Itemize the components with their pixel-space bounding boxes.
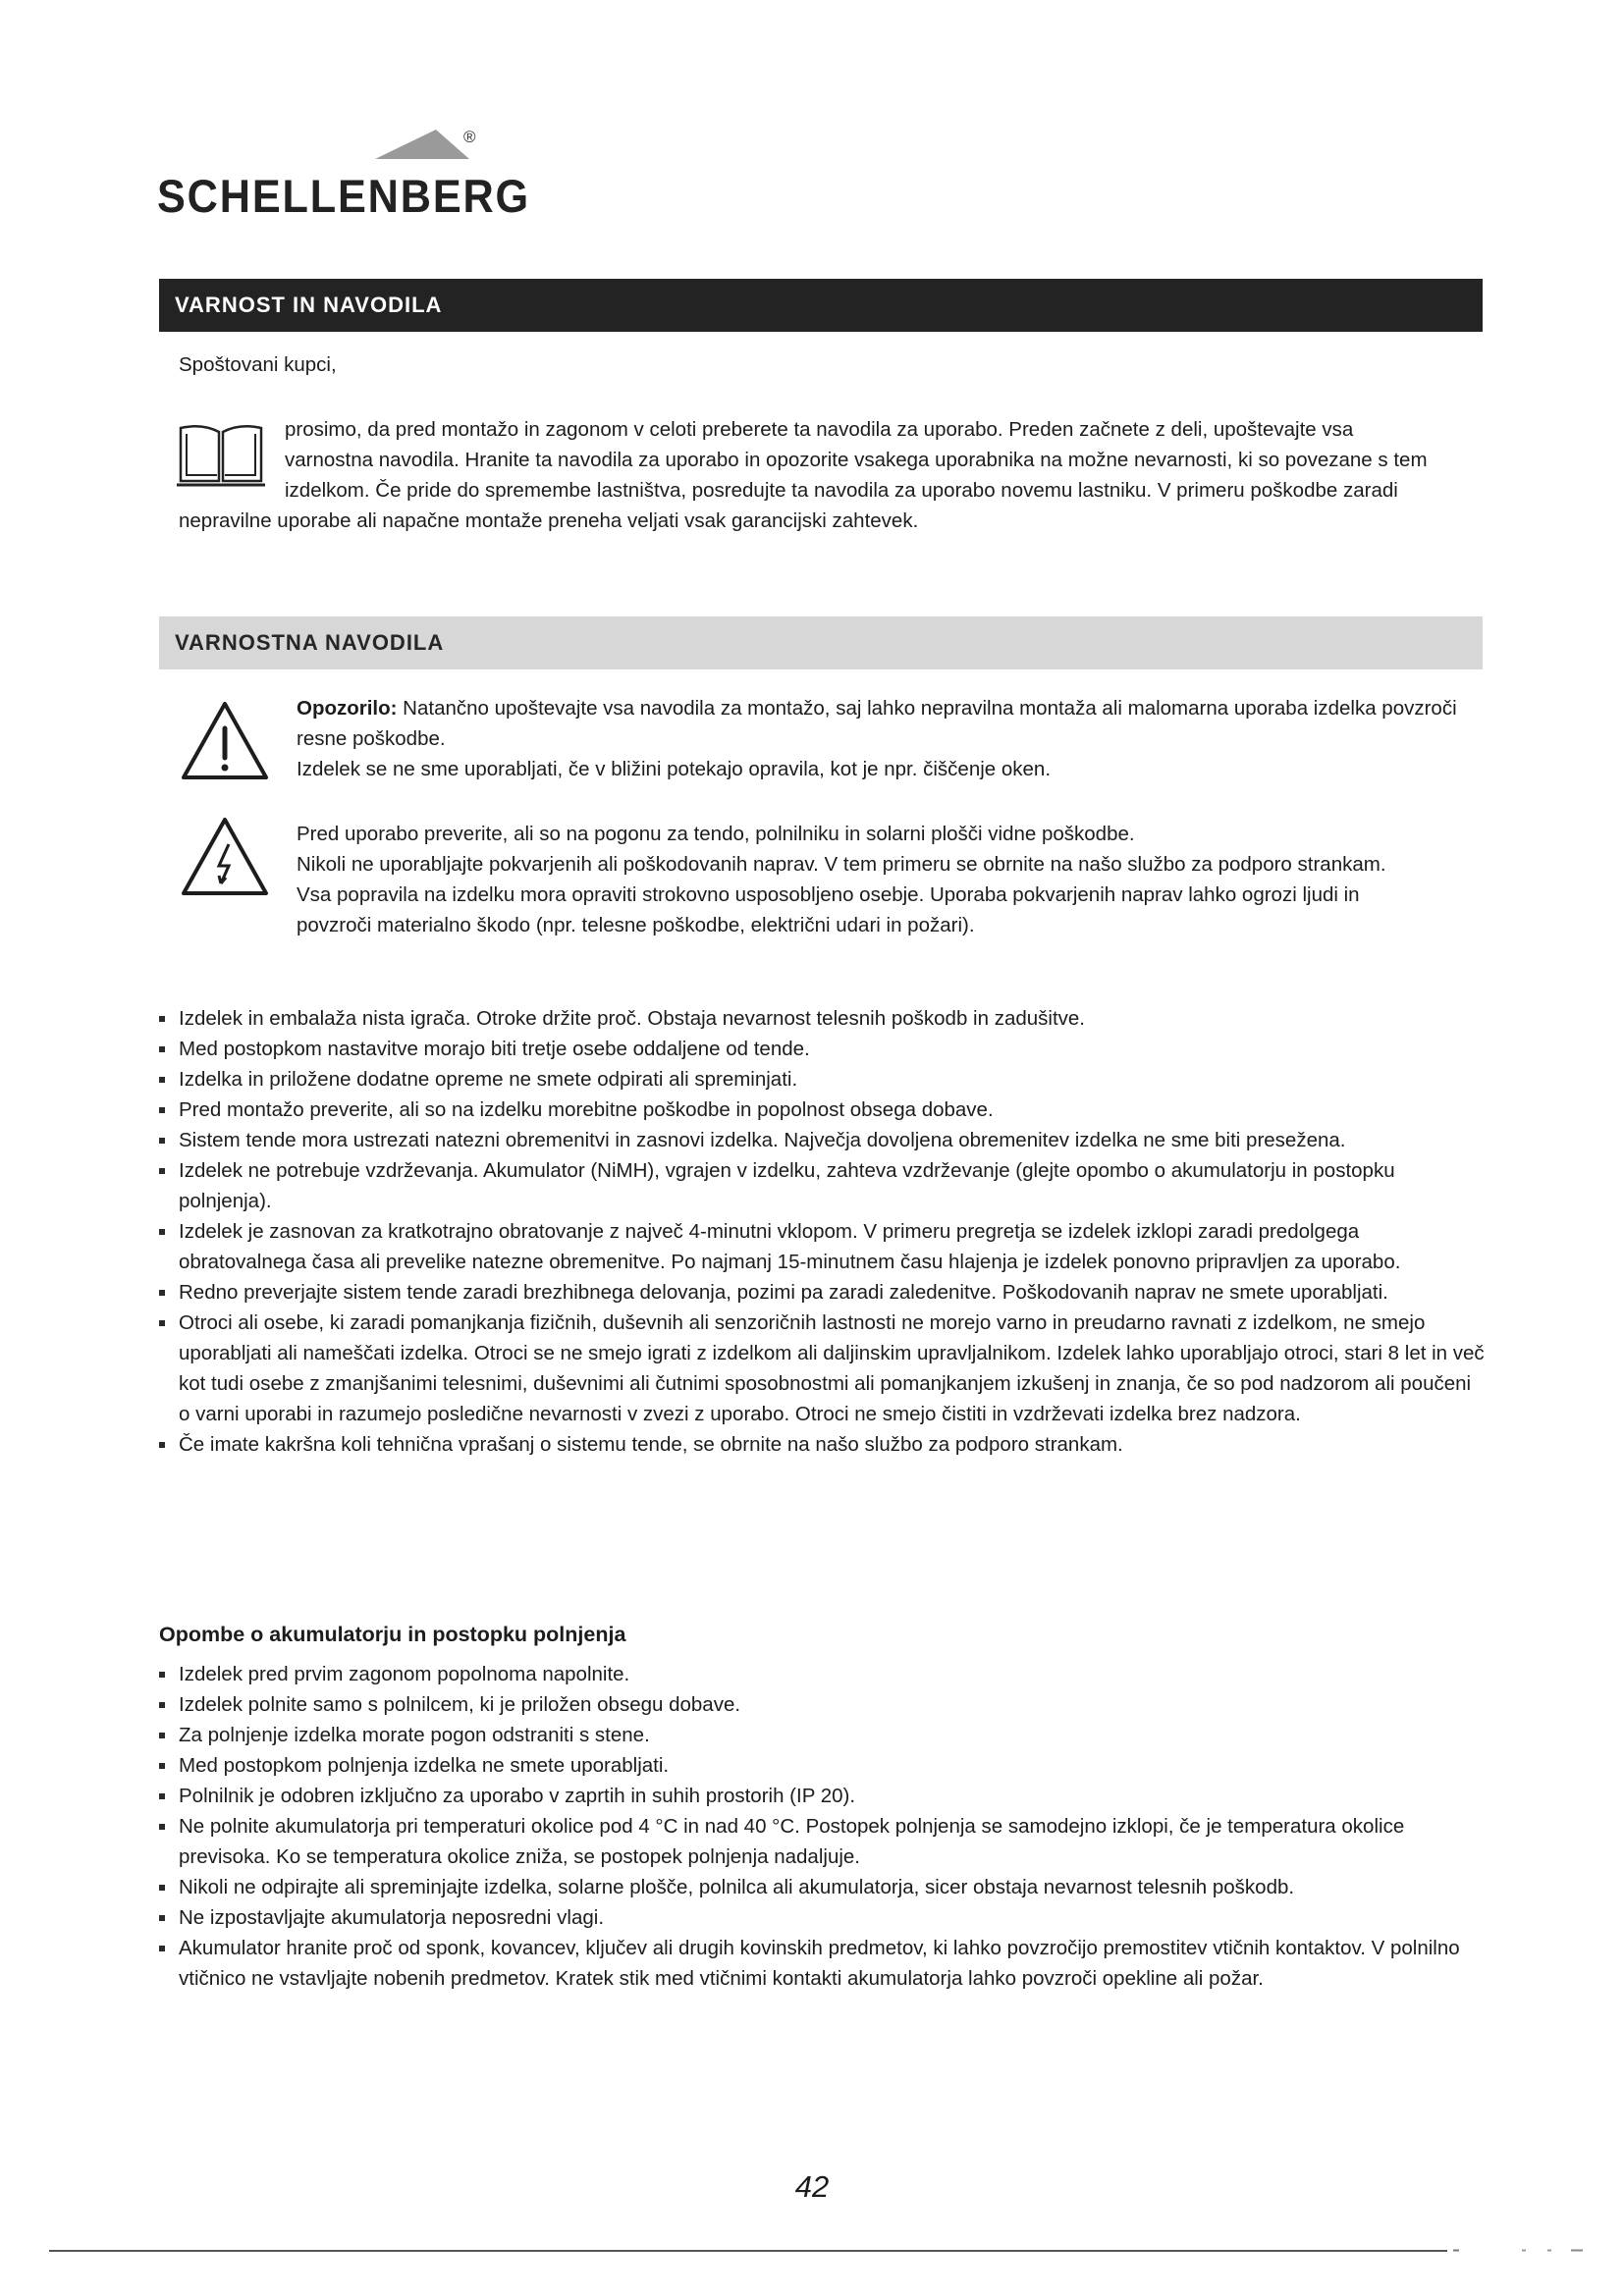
footer-divider-dashes [1453, 2249, 1600, 2252]
section-header-safety-instructions: VARNOSTNA NAVODILA [159, 616, 1483, 669]
list-item: Izdelka in priložene dodatne opreme ne smete odpirati ali spreminjati. [157, 1064, 1485, 1095]
battery-heading: Opombe o akumulatorju in postopku polnjenja [159, 1623, 626, 1646]
list-item: Pred montažo preverite, ali so na izdelku morebitne poškodbe in popolnost obsega dobave. [157, 1095, 1485, 1125]
list-item: Sistem tende mora ustrezati natezni obremenitvi in zasnovi izdelka. Največja dovoljena obremenitev izdelka ne sme biti presežena. [157, 1125, 1485, 1155]
list-item: Med postopkom nastavitve morajo biti tretje osebe oddaljene od tende. [157, 1034, 1485, 1064]
list-item: Ne polnite akumulatorja pri temperaturi okolice pod 4 °C in nad 40 °C. Postopek polnjenja se samodejno izklopi, če je temperatura okolice previsoka. Ko se temperatura okolice zniža, se postopek polnjenja nadaljuje. [157, 1811, 1485, 1872]
list-item: Izdelek je zasnovan za kratkotrajno obratovanje z največ 4-minutni vklopom. V primeru pregretja se izdelek izklopi zaradi predolgega obratovalnega časa ali prevelike natezne obremenitve. Po najmanj 15-minutnem času hlajenja je izdelek ponovno pripravljen za uporabo. [157, 1216, 1485, 1277]
warning-exclamation-icon [180, 699, 270, 783]
list-item: Nikoli ne odpirajte ali spreminjajte izdelka, solarne plošče, polnilca ali akumulatorja, sicer obstaja nevarnost telesnih poškodb. [157, 1872, 1485, 1902]
list-item: Redno preverjajte sistem tende zaradi brezhibnega delovanja, pozimi pa zaradi zaledenitve. Poškodovanih naprav ne smete uporabljati. [157, 1277, 1485, 1308]
list-item: Izdelek pred prvim zagonom popolnoma napolnite. [157, 1659, 1485, 1689]
list-item: Izdelek in embalaža nista igrača. Otroke držite proč. Obstaja nevarnost telesnih poškodb in zadušitve. [157, 1003, 1485, 1034]
brand-logo [157, 128, 531, 226]
list-item: Če imate kakršna koli tehnična vprašanj o sistemu tende, se obrnite na našo službo za podporo strankam. [157, 1429, 1485, 1460]
list-item: Izdelek ne potrebuje vzdrževanja. Akumulator (NiMH), vgrajen v izdelku, zahteva vzdrževanje (glejte opombo o akumulatorju in postopku polnjenja). [157, 1155, 1485, 1216]
warning-1-body: Natančno upoštevajte vsa navodila za montažo, saj lahko nepravilna montaža ali malomarna uporaba izdelka povzroči resne poškodbe. [297, 697, 1457, 750]
list-item: Izdelek polnite samo s polnilcem, ki je priložen obsegu dobave. [157, 1689, 1485, 1720]
section-header-safety: VARNOST IN NAVODILA [159, 279, 1483, 332]
warning-1-body-2: Izdelek se ne sme uporabljati, če v bližini potekajo opravila, kot je npr. čiščenje oken. [297, 758, 1052, 780]
page-number: 42 [794, 2169, 830, 2204]
list-item: Polnilnik je odobren izključno za uporabo v zaprtih in suhih prostorih (IP 20). [157, 1781, 1485, 1811]
footer-divider [49, 2250, 1447, 2252]
intro-paragraph: prosimo, da pred montažo in zagonom v celoti preberete ta navodila za uporabo. Preden začnete z deli, upoštevajte vsa varnostna navodila. Hranite ta navodila za uporabo in opozorite vsakega uporabnika na možne nevarnosti, ki so povezane s tem izdelkom. Če pride do spremembe lastništva, posredujte ta navodila za uporabo novemu lastniku. V primeru poškodbe zaradi nepravilne uporabe ali napačne montaže preneha veljati vsak garancijski zahtevek. [179, 418, 1428, 532]
registered-mark: ® [463, 128, 476, 146]
logo-roof-icon [375, 130, 469, 159]
electric-hazard-icon [180, 815, 270, 899]
safety-bullet-list [157, 1003, 1485, 1460]
list-item: Otroci ali osebe, ki zaradi pomanjkanja fizičnih, duševnih ali senzoričnih lastnosti ne morejo varno in preudarno ravnati z izdelkom, ne smejo uporabljati ali nameščati izdelka. Otroci se ne smejo igrati z izdelkom ali daljinskim upravljalnikom. Izdelek lahko uporabljajo otroci, stari 8 let in več kot tudi osebe z zmanjšanimi telesnimi, duševnimi ali čutnimi sposobnostmi ali pomanjkanjem izkušenj in znanja, če so pod nadzorom ali poučeni o varni uporabi in razumejo posledične nevarnosti v zvezi z uporabo. Otroci ne smejo čistiti in vzdrževati izdelka brez nadzora. [157, 1308, 1485, 1429]
greeting: Spoštovani kupci, [179, 353, 337, 376]
list-item: Akumulator hranite proč od sponk, kovancev, ključev ali drugih kovinskih predmetov, ki lahko povzročijo premostitev vtičnih kontaktov. V polnilno vtičnico ne vstavljajte nobenih predmetov. Kratek stik med vtičnimi kontakti akumulatorja lahko povzroči opekline ali požar. [157, 1933, 1485, 1994]
warning-2-body: Pred uporabo preverite, ali so na pogonu za tendo, polnilniku in solarni plošči vidne poškodbe. [297, 823, 1135, 845]
brand-wordmark: SCHELLENBERG [157, 170, 531, 222]
warning-label: Opozorilo: [297, 697, 398, 720]
list-item: Za polnjenje izdelka morate pogon odstraniti s stene. [157, 1720, 1485, 1750]
warning-2-text [297, 819, 1426, 940]
list-item: Ne izpostavljajte akumulatorja neposredni vlagi. [157, 1902, 1485, 1933]
warning-1-text [297, 693, 1485, 784]
battery-bullet-list [157, 1659, 1485, 1994]
list-item: Med postopkom polnjenja izdelka ne smete uporabljati. [157, 1750, 1485, 1781]
warning-2-body-2: Nikoli ne uporabljajte pokvarjenih ali poškodovanih naprav. V tem primeru se obrnite na našo službo za podporo strankam. Vsa popravila na izdelku mora opraviti strokovno usposobljeno osebje. Uporaba pokvarjenih naprav lahko ogrozi ljudi in povzroči materialno škodo (npr. telesne poškodbe, električni udari in požari). [297, 853, 1386, 936]
